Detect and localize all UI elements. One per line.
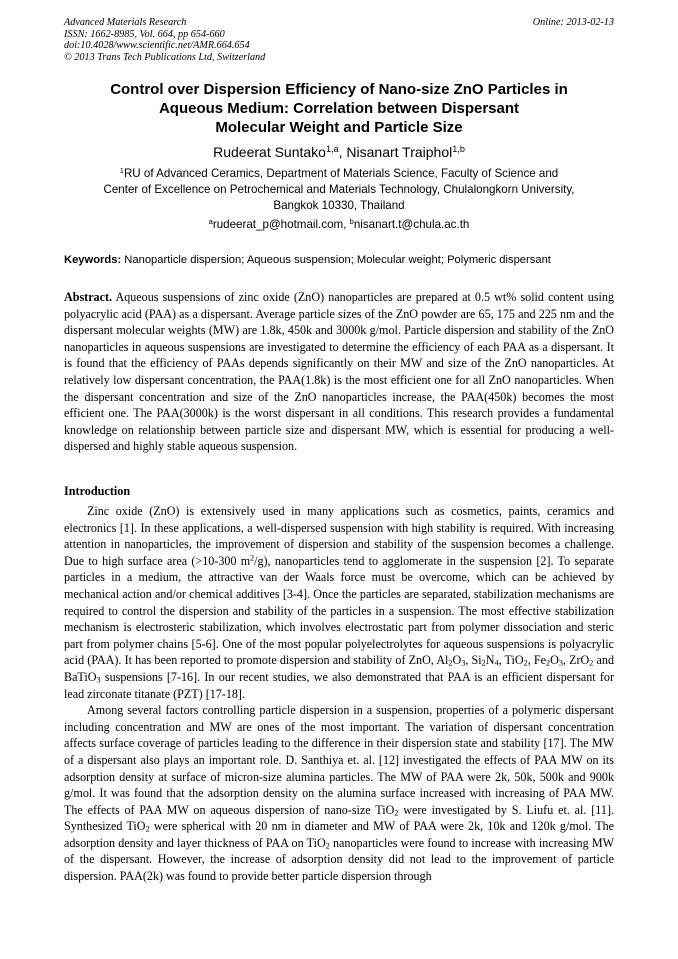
journal-doi: doi:10.4028/www.scientific.net/AMR.664.654 bbox=[64, 40, 250, 52]
intro-p1-text-n: N bbox=[485, 653, 495, 668]
author-emails bbox=[64, 217, 614, 233]
affiliation-line-3: Bangkok 10330, Thailand bbox=[273, 199, 405, 212]
intro-p1-sub: 3 bbox=[96, 675, 101, 685]
abstract-text: Aqueous suspensions of zinc oxide (ZnO) nanoparticles are prepared at 0.5 wt% solid content using polyacrylic acid (PAA) as a dispersant. Average particle sizes of the ZnO powder are 65, 175 and 225 nm and the dispersant molecular weights (MW) are 1.8k, 450k and 3000k g/mol. Particle dispersion and stability of the ZnO nanoparticles in aqueous suspensions are investigated to determine the efficiency of each PAA as a dispersant. It is found that the efficiency of PAAs depends significantly on their MW and size of the ZnO nanoparticles. At relatively low dispersant concentration, the PAA(1.8k) is the most efficient one for all ZnO nanoparticles. When the dispersant concentration and size of the ZnO nanoparticles increase, the PAA(450k) becomes the most efficient one. The PAA(3000k) is the worst dispersant in all conditions. This research provides a fundamental knowledge on relationship between particle size and dispersant MW, which is essential for producing a well-dispersed and highly stable aqueous suspension. bbox=[64, 290, 614, 454]
email-b: nisanart.t@chula.ac.th bbox=[353, 218, 470, 231]
author-1-affiliation-mark: 1,a bbox=[325, 144, 339, 154]
introduction-paragraph-1 bbox=[64, 503, 614, 702]
affiliation-line-1-text: RU of Advanced Ceramics, Department of Materials Science, Faculty of Science and bbox=[123, 167, 559, 180]
email-a-mark: a bbox=[208, 216, 213, 226]
journal-issn: ISSN: 1662-8985, Vol. 664, pp 654-660 bbox=[64, 28, 225, 40]
intro-p2-text-d: nanoparticles were found to increase with increasing MW of the dispersant. However, the increase of adsorption density did not lead to the improvement of particle dispersion. PAA(2k) was found to provide better particle dispersion through bbox=[64, 835, 614, 884]
intro-p2-text-b: were investigated by S. Liufu et. al. [11]. Synthesized TiO bbox=[64, 802, 614, 834]
paper-title bbox=[64, 80, 614, 137]
title-line-1: Control over Dispersion Efficiency of Nano-size ZnO Particles in bbox=[110, 81, 568, 98]
intro-p1-text-g: and BaTiO bbox=[64, 653, 614, 684]
introduction-body bbox=[64, 503, 614, 885]
online-date: Online: 2013-02-13 bbox=[532, 17, 614, 28]
intro-p1-sub: 2 bbox=[481, 658, 486, 668]
journal-header bbox=[64, 17, 614, 63]
intro-p1-text-e: , Fe bbox=[527, 653, 546, 668]
intro-p2-text-a: Among several factors controlling particle dispersion in a suspension, properties of a polymeric dispersant including concentration and MW are ones of the most important. The variation of dispersant concentration affects surface coverage of particles leading to the difference in their dispersion state and stability [17]. The MW of a dispersant also plays an important role. D. Santhiya et. al. [12] investigated the effects of PAA MW on its adsorption density at surface of micron-size alumina particles. The MW of PAA were 2k, 50k, 500k and 900k g/mol. It was found that the adsorption density on the alumina surface increased with increasing of PAA MW. The effects of PAA MW on aqueous dispersion of nano-size TiO bbox=[64, 703, 614, 817]
intro-p2-sub: 2 bbox=[145, 824, 150, 834]
intro-p1-sub: 2 bbox=[589, 658, 594, 668]
intro-p1-text-o2: O bbox=[550, 653, 559, 668]
intro-p1-text-c: , Si bbox=[465, 653, 482, 668]
author-2: Nisanart Traiphol bbox=[346, 144, 453, 160]
journal-copyright: © 2013 Trans Tech Publications Ltd, Switzerland bbox=[64, 51, 266, 63]
abstract bbox=[64, 289, 614, 455]
intro-p2-text-c: were spherical with 20 nm in diameter and MW of PAA were 2k, 10k and 120k g/mol. The adsorption density and layer thickness of PAA on TiO bbox=[64, 819, 614, 850]
intro-p1-text-o: O bbox=[452, 653, 462, 668]
introduction-heading: Introduction bbox=[64, 484, 131, 498]
keywords-text: Nanoparticle dispersion; Aqueous suspension; Molecular weight; Polymeric dispersant bbox=[121, 254, 551, 266]
intro-p1-sup: 2 bbox=[250, 553, 255, 563]
journal-name: Advanced Materials Research bbox=[64, 17, 187, 28]
intro-p1-text-d: , TiO bbox=[498, 653, 524, 668]
intro-p1-text-h: suspensions [7-16]. In our recent studies, we also demonstrated that PAA is an efficient dispersant for lead zirconate titanate (PZT) [17-18]. bbox=[64, 669, 614, 701]
intro-p2-sub: 2 bbox=[325, 841, 330, 851]
introduction-paragraph-2 bbox=[64, 702, 614, 885]
abstract-label: Abstract. bbox=[64, 290, 113, 304]
email-a: rudeerat_p@hotmail.com bbox=[212, 218, 344, 231]
intro-p1-text-b: /g), nanoparticles tend to agglomerate in the suspension [2]. To separate particles in a medium, the attractive van der Waals force must be overcome, which can be achieved by mechanical action and/or chemical additives [3-4]. Once the particles are separated, stabilization mechanisms are required to control the dispersion and stability of the particles in a suspension. The most effective stabilization mechanism is electrosteric stabilization, which involves electrostatic part from polymer dissociation and steric part from polymer chains [5-6]. One of the most popular polyelectrolytes for aqueous suspensions is polyacrylic acid (PAA). It has been reported to promote dispersion and stability of ZnO, Al bbox=[64, 553, 614, 668]
email-separator: , bbox=[343, 218, 350, 231]
intro-p1-sub: 2 bbox=[545, 658, 551, 668]
author-1: Rudeerat Suntako bbox=[213, 144, 326, 160]
affiliation-line-2: Center of Excellence on Petrochemical and Materials Technology, Chulalongkorn University, bbox=[103, 183, 575, 196]
author-separator: , bbox=[338, 144, 347, 160]
intro-p1-text-a: Zinc oxide (ZnO) is extensively used in many applications such as cosmetics, paints, ceramics and electronics [1]. In these applications, a well-dispersed suspension with high stability is required. With increasing attention in nanoparticles, the improvement of dispersion and stability of the suspension becomes a challenge. Due to high surface area (>10-300 m bbox=[64, 504, 614, 568]
title-line-3: Molecular Weight and Particle Size bbox=[215, 119, 463, 136]
intro-p1-sub: 2 bbox=[523, 658, 528, 668]
affiliation-mark: 1 bbox=[119, 165, 124, 175]
intro-p1-sub: 4 bbox=[494, 658, 499, 668]
title-line-2: Aqueous Medium: Correlation between Dispersant bbox=[158, 100, 520, 117]
abstract-paragraph bbox=[64, 289, 614, 455]
affiliation bbox=[64, 166, 614, 214]
intro-p1-sub: 3 bbox=[558, 658, 563, 668]
keywords-label: Keywords: bbox=[64, 254, 122, 266]
intro-p1-sub: 3 bbox=[461, 658, 466, 668]
author-2-affiliation-mark: 1,b bbox=[452, 144, 465, 154]
affiliation-line-1 bbox=[64, 166, 614, 182]
intro-p1-text-f: , ZrO bbox=[562, 653, 590, 668]
email-b-mark: b bbox=[349, 216, 354, 226]
author-list bbox=[64, 143, 614, 161]
keywords bbox=[64, 252, 624, 268]
intro-p2-sub: 2 bbox=[394, 808, 399, 818]
intro-p1-sub: 2 bbox=[448, 658, 453, 668]
